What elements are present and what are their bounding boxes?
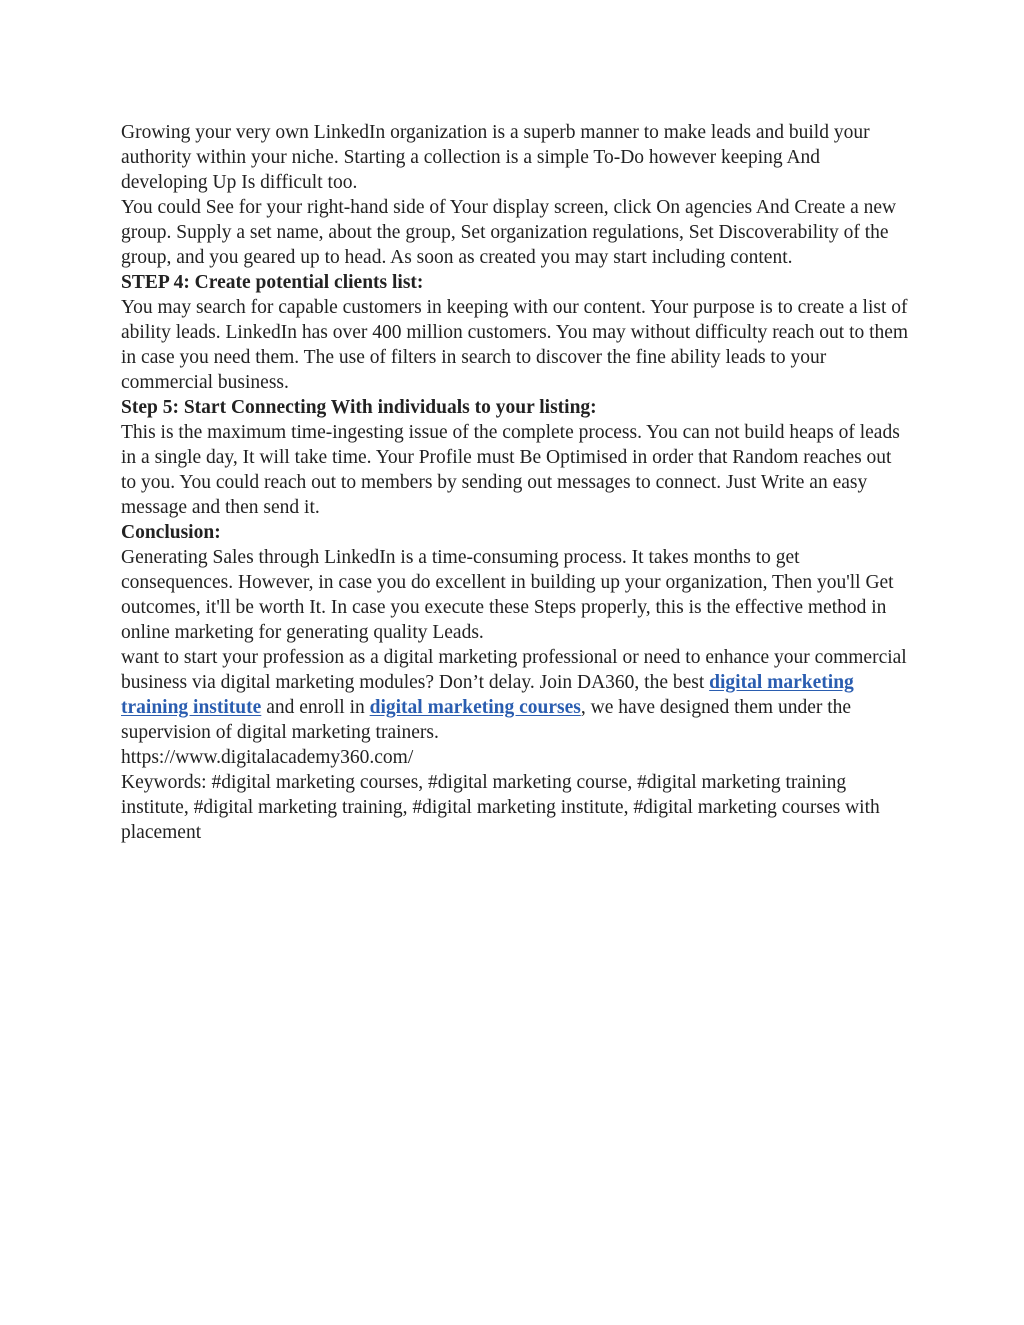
- step4-heading: STEP 4: Create potential clients list:: [121, 272, 424, 293]
- step5-heading: Step 5: Start Connecting With individuals to your listing:: [121, 397, 597, 418]
- document-body: [121, 120, 911, 845]
- conclusion-paragraph: Generating Sales through LinkedIn is a time-consuming process. It takes months to get consequences. However, in case you do excellent in building up your organization, Then you'll Get outcomes, it'll be worth It. In case you execute these Steps properly, this is the effective method in online marketing for generating quality Leads.: [121, 547, 894, 643]
- cta-paragraph: [121, 645, 911, 745]
- step5-paragraph: This is the maximum time-ingesting issue of the complete process. You can not build heaps of leads in a single day, It will take time. Your Profile must Be Optimised in order that Random reaches out to you. You could reach out to members by sending out messages to connect. Just Write an easy message and then send it.: [121, 422, 900, 518]
- cta-text-middle: and enroll in: [261, 697, 370, 718]
- digital-marketing-courses-link[interactable]: digital marketing courses: [369, 697, 581, 718]
- intro-paragraph: Growing your very own LinkedIn organization is a superb manner to make leads and build your authority within your niche. Starting a collection is a simple To-Do however keeping And developing Up Is difficult too.: [121, 122, 870, 193]
- website-url: https://www.digitalacademy360.com/: [121, 747, 414, 768]
- conclusion-heading: Conclusion:: [121, 522, 221, 543]
- step4-paragraph: You may search for capable customers in keeping with our content. Your purpose is to create a list of ability leads. LinkedIn has over 400 million customers. You may without difficulty reach out to them in case you need them. The use of filters in search to discover the fine ability leads to your commercial business.: [121, 297, 909, 393]
- cta-text-after: , we have designed them under the supervision of digital marketing trainers.: [121, 697, 852, 743]
- group-paragraph: You could See for your right-hand side of Your display screen, click On agencies And Create a new group. Supply a set name, about the group, Set organization regulations, Set Discoverability of the group, and you geared up to head. As soon as created you may start including content.: [121, 197, 897, 268]
- keywords-paragraph: Keywords: #digital marketing courses, #digital marketing course, #digital marketing training institute, #digital marketing training, #digital marketing institute, #digital marketing courses with placement: [121, 772, 880, 843]
- digital-marketing-training-institute-link[interactable]: digital marketing training institute: [121, 672, 854, 718]
- cta-text-before: want to start your profession as a digital marketing professional or need to enhance your commercial business via digital marketing modules? Don’t delay. Join DA360, the best: [121, 647, 907, 693]
